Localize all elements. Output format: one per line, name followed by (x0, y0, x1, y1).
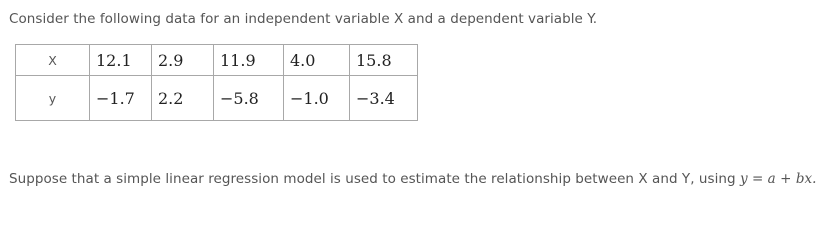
x-label-cell: X (16, 45, 90, 76)
y-value-cell: −1.7 (90, 76, 152, 121)
table-row-x (16, 45, 418, 76)
followup-paragraph (9, 165, 821, 193)
table-row-y (16, 76, 418, 121)
data-table (15, 44, 418, 121)
y-value-cell: −1.0 (284, 76, 350, 121)
intro-text: Consider the following data for an independent variable X and a dependent variable Y. (9, 11, 598, 27)
y-value-cell: −3.4 (350, 76, 418, 121)
y-label-cell: y (16, 76, 90, 121)
x-value-cell: 15.8 (350, 45, 418, 76)
y-value-cell: 2.2 (152, 76, 214, 121)
model-rhs: = a + bx. (747, 171, 817, 187)
model-lhs: y (739, 171, 748, 187)
x-value-cell: 11.9 (214, 45, 284, 76)
x-value-cell: 4.0 (284, 45, 350, 76)
followup-text: Suppose that a simple linear regression model is used to estimate the relationship between X and Y, using (9, 171, 736, 187)
x-value-cell: 12.1 (90, 45, 152, 76)
y-value-cell: −5.8 (214, 76, 284, 121)
x-value-cell: 2.9 (152, 45, 214, 76)
